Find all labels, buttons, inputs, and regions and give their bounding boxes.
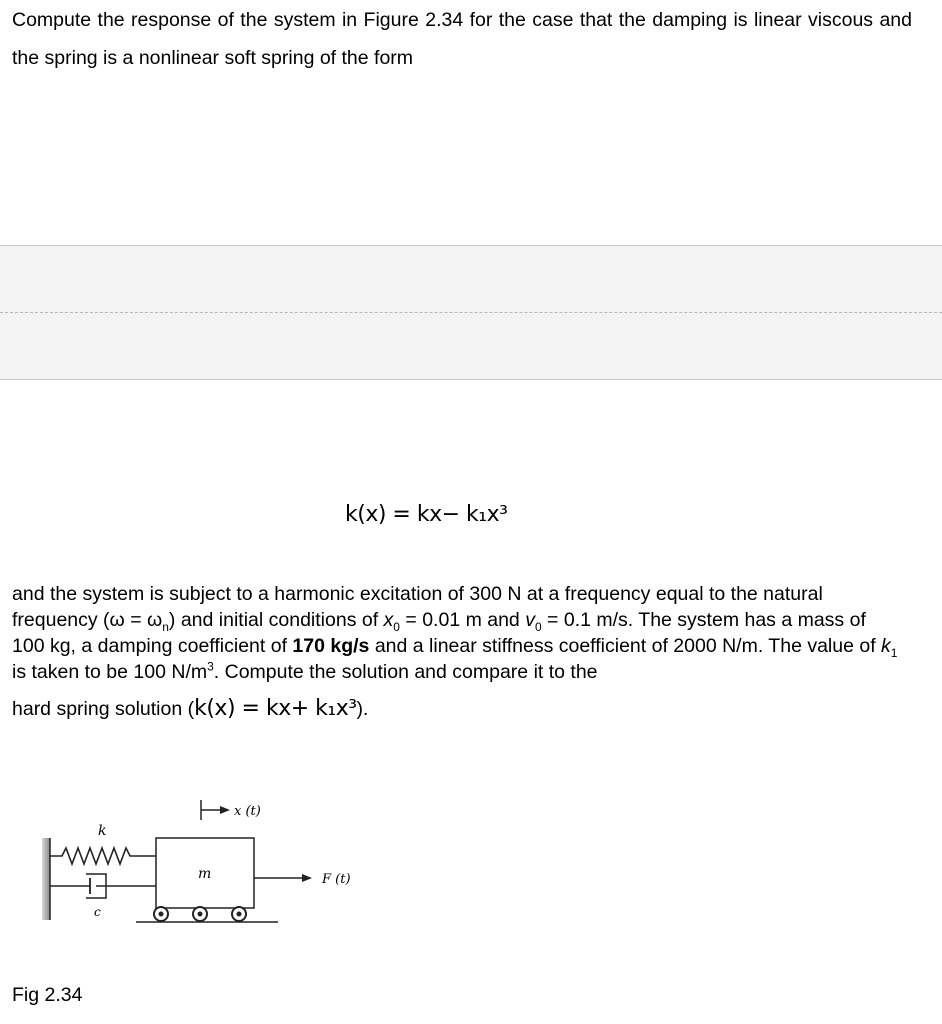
mass-spring-damper-figure: [40, 790, 380, 940]
hard-spring-equation: k(x) = kx+ k₁x³: [194, 696, 357, 721]
displacement-label: x (t): [234, 804, 261, 819]
problem-paragraph: and the system is subject to a harmonic excitation of 300 N at a frequency equal to the natural frequency $(\omega = \omega_n)$ and initial conditions of $x_0 = 0.01$ m and $v_0 = 0.1$ m/s. The system has a mass of 100 kg, a damping coefficient of 170 kg/s and a linear stiffness coefficient of 2000 N/m. The value of $k_1$ is taken to be 100 $N/m^3$. Compute the solution and compare it to the: [12, 583, 898, 683]
force-label: F (t): [322, 872, 351, 887]
spring-label: k: [98, 823, 107, 839]
figure-caption: Fig 2.34: [12, 984, 83, 1006]
answer-band: [0, 245, 942, 380]
intro-paragraph: Compute the response of the system in Figure 2.34 for the case that the damping is linear viscous and the spring is a nonlinear soft spring of the form: [12, 9, 912, 69]
damper-label: c: [94, 905, 101, 919]
hard-spring-line: hard spring solution (k(x) = kx+ k₁x³).: [12, 696, 369, 721]
dashed-divider: [0, 312, 942, 313]
wall: [42, 838, 50, 920]
mass-label: m: [198, 866, 212, 882]
soft-spring-equation: k(x) = kx− k₁x³: [345, 502, 508, 527]
spring: [50, 848, 156, 864]
damping-value: 170 kg/s: [292, 635, 370, 657]
